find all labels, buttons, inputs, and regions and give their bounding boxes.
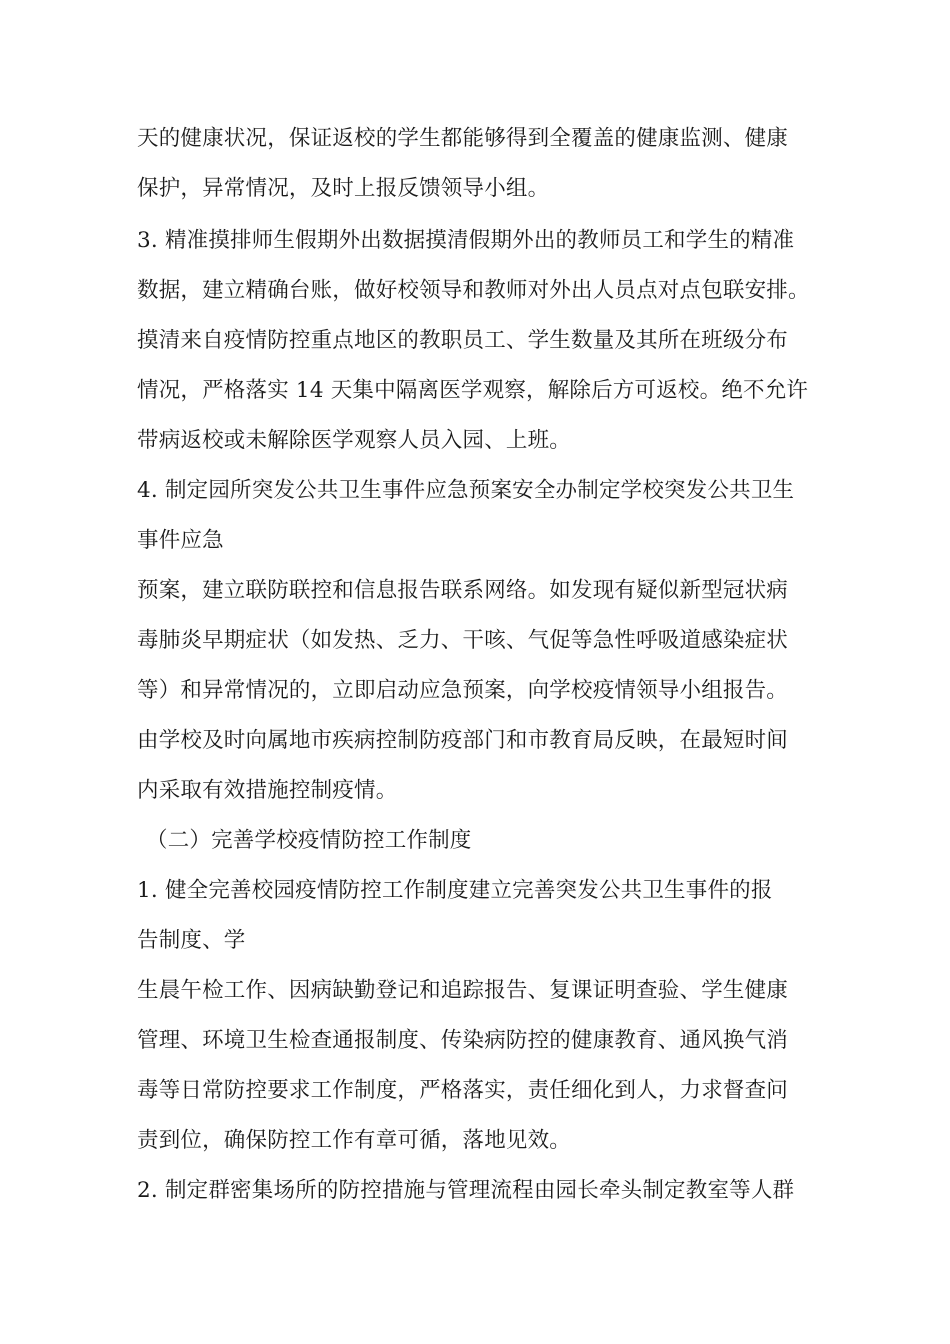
text-line: 摸清来自疫情防控重点地区的教职员工、学生数量及其所在班级分布 [137,328,789,353]
text-line: 带病返校或未解除医学观察人员入园、上班。 [137,428,572,453]
text-line: 数据，建立精确台账，做好校领导和教师对外出人员点对点包联安排。 [137,278,810,303]
text-line: 预案，建立联防联控和信息报告联系网络。如发现有疑似新型冠状病 [137,578,789,603]
text-line: 事件应急 [137,528,224,553]
text-line: 等）和异常情况的，立即启动应急预案，向学校疫情领导小组报告。 [137,678,789,703]
text-line: 情况，严格落实 14 天集中隔离医学观察，解除后方可返校。绝不允许 [137,378,809,403]
text-line: 4. 制定园所突发公共卫生事件应急预案安全办制定学校突发公共卫生 [137,478,795,503]
text-line: 2. 制定群密集场所的防控措施与管理流程由园长牵头制定教室等人群 [137,1178,795,1203]
text-line: 天的健康状况，保证返校的学生都能够得到全覆盖的健康监测、健康 [137,126,789,151]
text-line: 管理、环境卫生检查通报制度、传染病防控的健康教育、通风换气消 [137,1028,789,1053]
text-line: 毒等日常防控要求工作制度，严格落实，责任细化到人，力求督查问 [137,1078,789,1103]
section-heading: （二）完善学校疫情防控工作制度 [146,828,472,853]
text-line: 3. 精准摸排师生假期外出数据摸清假期外出的教师员工和学生的精准 [137,228,795,253]
text-line: 告制度、学 [137,928,246,953]
text-line: 由学校及时向属地市疾病控制防疫部门和市教育局反映，在最短时间 [137,728,789,753]
text-line: 内采取有效措施控制疫情。 [137,778,398,803]
text-line: 生晨午检工作、因病缺勤登记和追踪报告、复课证明查验、学生健康 [137,978,789,1003]
text-line: 毒肺炎早期症状（如发热、乏力、干咳、气促等急性呼吸道感染症状 [137,628,789,653]
text-line: 责到位，确保防控工作有章可循，落地见效。 [137,1128,572,1153]
text-line: 保护，异常情况，及时上报反馈领导小组。 [137,176,550,201]
text-line: 1. 健全完善校园疫情防控工作制度建立完善突发公共卫生事件的报 [137,878,773,903]
